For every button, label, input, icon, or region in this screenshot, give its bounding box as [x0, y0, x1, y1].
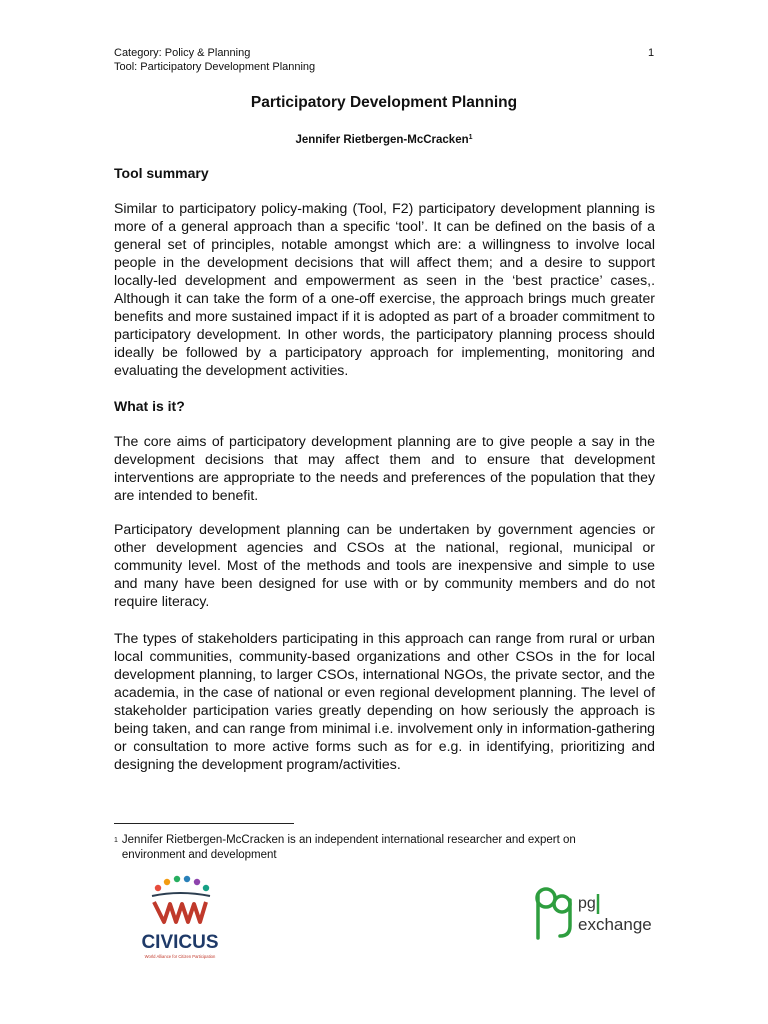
civicus-wordmark: CIVICUS	[141, 932, 219, 953]
civicus-people-icon	[152, 876, 210, 922]
paragraph-tool-summary: Similar to participatory policy-making (Tool, F2) participatory development planning is more of a general approach than a specific ‘tool’. It can be defined on the basis of a general set of principles, notable amongst which are: a willingness to involve local people in the development decisions that will affect them; and a desire to support locally-led development and empowerment as seen in the ‘best practice’ cases,. Although it can take the form of a one-off exercise, the approach brings much greater benefits and more sustained impact if it is adopted as part of a broader commitment to participatory development. In other words, the participatory planning process should ideally be followed by a participatory approach for implementing, monitoring and evaluating the development activities.	[114, 200, 655, 378]
footnote-text: Jennifer Rietbergen-McCracken is an independent international researcher and expert on environment and development	[121, 834, 576, 861]
document-title: Participatory Development Planning	[250, 94, 518, 111]
paragraph-core-aims: The core aims of participatory development planning are to give people a say in the development decisions that may affect them and to ensure that development interventions are appropriate to the needs and preferences of the population that they are intended to benefit.	[114, 433, 655, 503]
footnote-divider	[114, 823, 294, 824]
footnote	[114, 833, 655, 863]
pg-mark-icon	[537, 889, 570, 938]
author-name: Jennifer Rietbergen-McCracken	[295, 134, 469, 146]
paragraph-stakeholders: The types of stakeholders participating in this approach can range from rural or urban local communities, community-based organizations and other CSOs in the for local development planning, to larger CSOs, international NGOs, the private sector, and the academia, in the case of national or even regional development planning. The level of stakeholder participation varies greatly depending on how seriously the approach is being taken, and can range from minimal i.e. involvement only in information-gathering or consultation to more active forms such as for e.g. in identifying, prioritizing and designing the development program/activities.	[114, 630, 655, 772]
author-footnote-ref[interactable]: 1	[468, 134, 473, 141]
pgexchange-logo	[528, 880, 660, 944]
header-tool: Tool: Participatory Development Planning	[114, 61, 316, 73]
heading-tool-summary: Tool summary	[114, 165, 209, 181]
footnote-mark: 1	[114, 837, 118, 844]
heading-what-is-it: What is it?	[114, 398, 185, 414]
exchange-word: exchange	[578, 915, 652, 934]
civicus-tagline: World Alliance for Citizen Participation	[144, 954, 216, 959]
header-category: Category: Policy & Planning	[114, 47, 251, 59]
pg-word: pg	[578, 895, 596, 912]
running-header	[114, 46, 315, 74]
page-number: 1	[648, 47, 655, 59]
paragraph-who-undertakes: Participatory development planning can be undertaken by government agencies or other development agencies and CSOs at the national, regional, municipal or community level. Most of the methods and tools are inexpensive and simple to use and many have been designed for use with or by community members and do not require literacy.	[114, 521, 655, 609]
author-line	[0, 133, 768, 147]
civicus-logo	[140, 872, 230, 962]
